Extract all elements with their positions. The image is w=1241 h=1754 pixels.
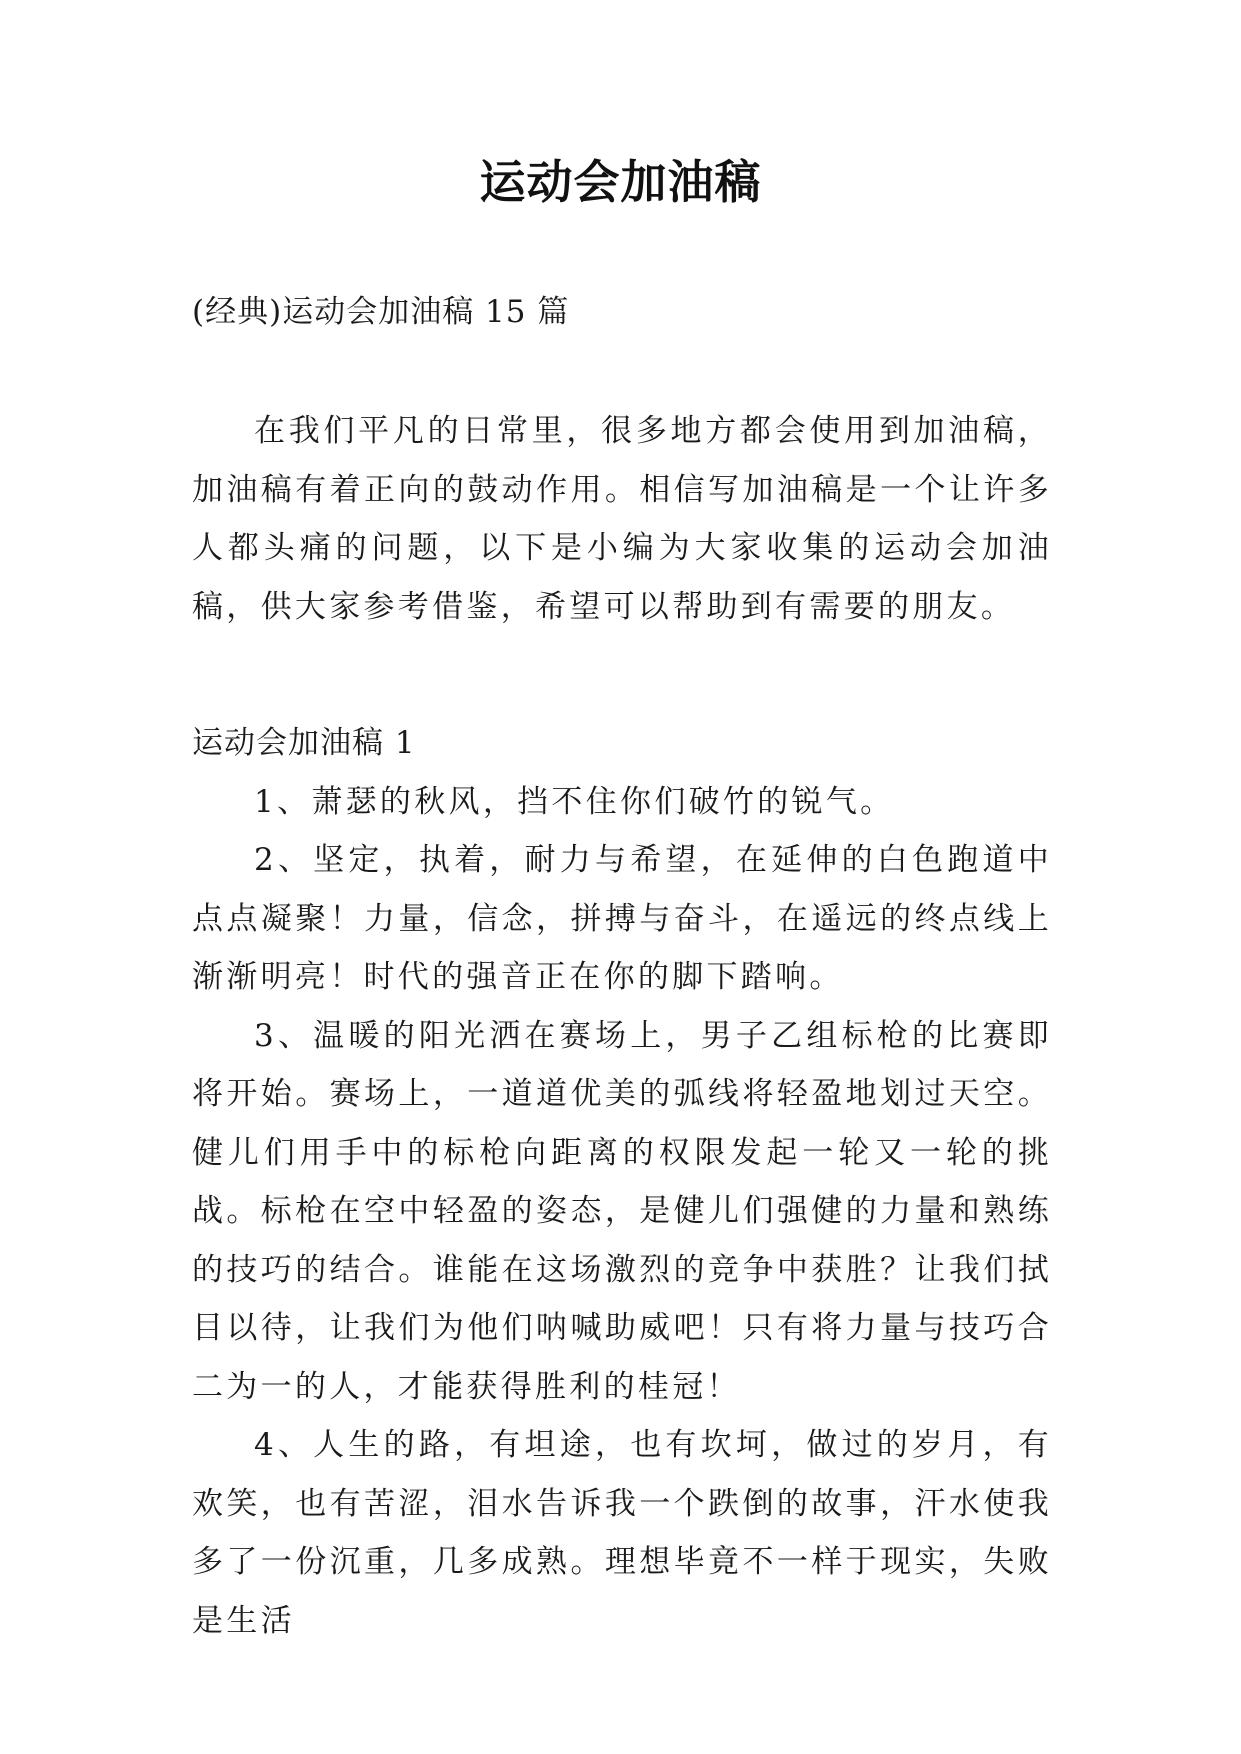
intro-paragraph: 在我们平凡的日常里，很多地方都会使用到加油稿，加油稿有着正向的鼓动作用。相信写加油稿是一个让许多人都头痛的问题，以下是小编为大家收集的运动会加油稿，供大家参考借鉴，希望可以帮助到有需要的朋友。 xyxy=(192,413,1052,625)
list-item: 3、温暖的阳光洒在赛场上，男子乙组标枪的比赛即将开始。赛场上，一道道优美的弧线将轻盈地划过天空。健儿们用手中的标枪向距离的权限发起一轮又一轮的挑战。标枪在空中轻盈的姿态，是健儿们强健的力量和熟练的技巧的结合。谁能在这场激烈的竞争中获胜？让我们拭目以待，让我们为他们呐喊助威吧！只有将力量与技巧合二为一的人，才能获得胜利的桂冠！ xyxy=(192,1017,1052,1405)
section-heading: 运动会加油稿 1 xyxy=(192,725,416,761)
document-title: 运动会加油稿 xyxy=(479,155,762,209)
list-item: 4、人生的路，有坦途，也有坎坷，做过的岁月，有欢笑，也有苦涩，泪水告诉我一个跌倒的故事，汗水使我多了一份沉重，几多成熟。理想毕竟不一样于现实，失败是生活 xyxy=(192,1427,1052,1639)
document-body xyxy=(192,402,1052,1650)
document-subtitle: (经典)运动会加油稿 15 篇 xyxy=(192,294,570,330)
list-item: 2、坚定，执着，耐力与希望，在延伸的白色跑道中点点凝聚！力量，信念，拼搏与奋斗，在遥远的终点线上渐渐明亮！时代的强音正在你的脚下踏响。 xyxy=(192,842,1052,995)
list-item: 1、萧瑟的秋风，挡不住你们破竹的锐气。 xyxy=(254,783,895,820)
